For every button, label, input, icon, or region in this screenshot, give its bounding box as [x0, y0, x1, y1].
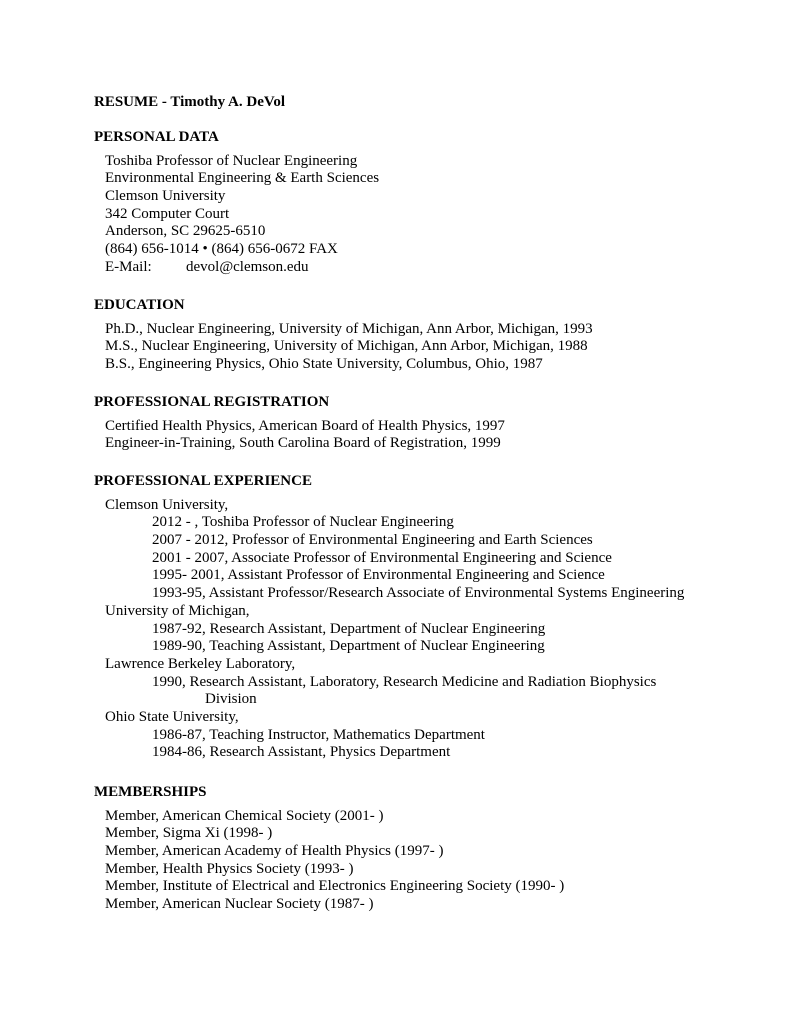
position-item: 1989-90, Teaching Assistant, Department of Nuclear Engineering — [152, 638, 545, 655]
personal-street: 342 Computer Court — [105, 205, 230, 222]
heading-education: EDUCATION — [94, 297, 185, 313]
position-item: 1995- 2001, Assistant Professor of Environmental Engineering and Science — [152, 567, 605, 584]
personal-email-row — [105, 259, 774, 277]
position-item: 1987-92, Research Assistant, Department of Nuclear Engineering — [152, 620, 546, 637]
membership-item: Member, American Chemical Society (2001- ) — [105, 807, 384, 824]
heading-memberships: MEMBERSHIPS — [94, 784, 207, 800]
position-continuation: Division — [205, 691, 257, 708]
personal-city: Anderson, SC 29625-6510 — [105, 223, 266, 240]
education-phd: Ph.D., Nuclear Engineering, University of Michigan, Ann Arbor, Michigan, 1993 — [105, 320, 593, 337]
section-professional-experience — [94, 473, 774, 762]
heading-professional-experience: PROFESSIONAL EXPERIENCE — [94, 473, 312, 489]
membership-item: Member, Health Physics Society (1993- ) — [105, 860, 354, 877]
resume-title: RESUME - Timothy A. DeVol — [94, 94, 286, 110]
membership-item: Member, American Academy of Health Physics (1997- ) — [105, 843, 444, 860]
section-professional-registration — [94, 394, 774, 453]
membership-lines — [105, 808, 774, 914]
education-bs: B.S., Engineering Physics, Ohio State University, Columbus, Ohio, 1987 — [105, 356, 543, 373]
heading-personal-data: PERSONAL DATA — [94, 129, 219, 145]
personal-university: Clemson University — [105, 188, 226, 205]
employer-michigan: University of Michigan, — [105, 602, 250, 619]
membership-item: Member, American Nuclear Society (1987- ) — [105, 896, 374, 913]
section-education — [94, 297, 774, 374]
personal-department: Environmental Engineering & Earth Sciences — [105, 170, 380, 187]
section-personal-data — [94, 129, 774, 277]
employer-lbl: Lawrence Berkeley Laboratory, — [105, 655, 296, 672]
position-item: 1990, Research Assistant, Laboratory, Research Medicine and Radiation Biophysics — [152, 673, 657, 690]
position-item: 2007 - 2012, Professor of Environmental Engineering and Earth Sciences — [152, 532, 593, 549]
experience-lines — [105, 497, 774, 762]
email-value: devol@clemson.edu — [186, 258, 309, 275]
position-item: 1993-95, Assistant Professor/Research Associate of Environmental Systems Engineering — [152, 585, 685, 602]
employer-ohio-state: Ohio State University, — [105, 708, 239, 725]
section-memberships — [94, 784, 774, 914]
education-ms: M.S., Nuclear Engineering, University of Michigan, Ann Arbor, Michigan, 1988 — [105, 338, 588, 355]
position-item: 2001 - 2007, Associate Professor of Environmental Engineering and Science — [152, 549, 612, 566]
registration-lines — [105, 418, 774, 453]
membership-item: Member, Institute of Electrical and Electronics Engineering Society (1990- ) — [105, 878, 565, 895]
position-item: 1986-87, Teaching Instructor, Mathematics Department — [152, 726, 485, 743]
position-item: 2012 - , Toshiba Professor of Nuclear Engineering — [152, 514, 454, 531]
heading-professional-registration: PROFESSIONAL REGISTRATION — [94, 394, 330, 410]
employer-clemson: Clemson University, — [105, 496, 229, 513]
registration-item: Engineer-in-Training, South Carolina Board of Registration, 1999 — [105, 435, 501, 452]
membership-item: Member, Sigma Xi (1998- ) — [105, 825, 273, 842]
email-label: E-Mail: — [105, 258, 152, 275]
education-lines — [105, 321, 774, 374]
personal-data-lines — [105, 153, 774, 277]
personal-title: Toshiba Professor of Nuclear Engineering — [105, 152, 358, 169]
personal-phone: (864) 656-1014 • (864) 656-0672 FAX — [105, 241, 338, 258]
position-item: 1984-86, Research Assistant, Physics Department — [152, 744, 451, 761]
registration-item: Certified Health Physics, American Board of Health Physics, 1997 — [105, 417, 505, 434]
